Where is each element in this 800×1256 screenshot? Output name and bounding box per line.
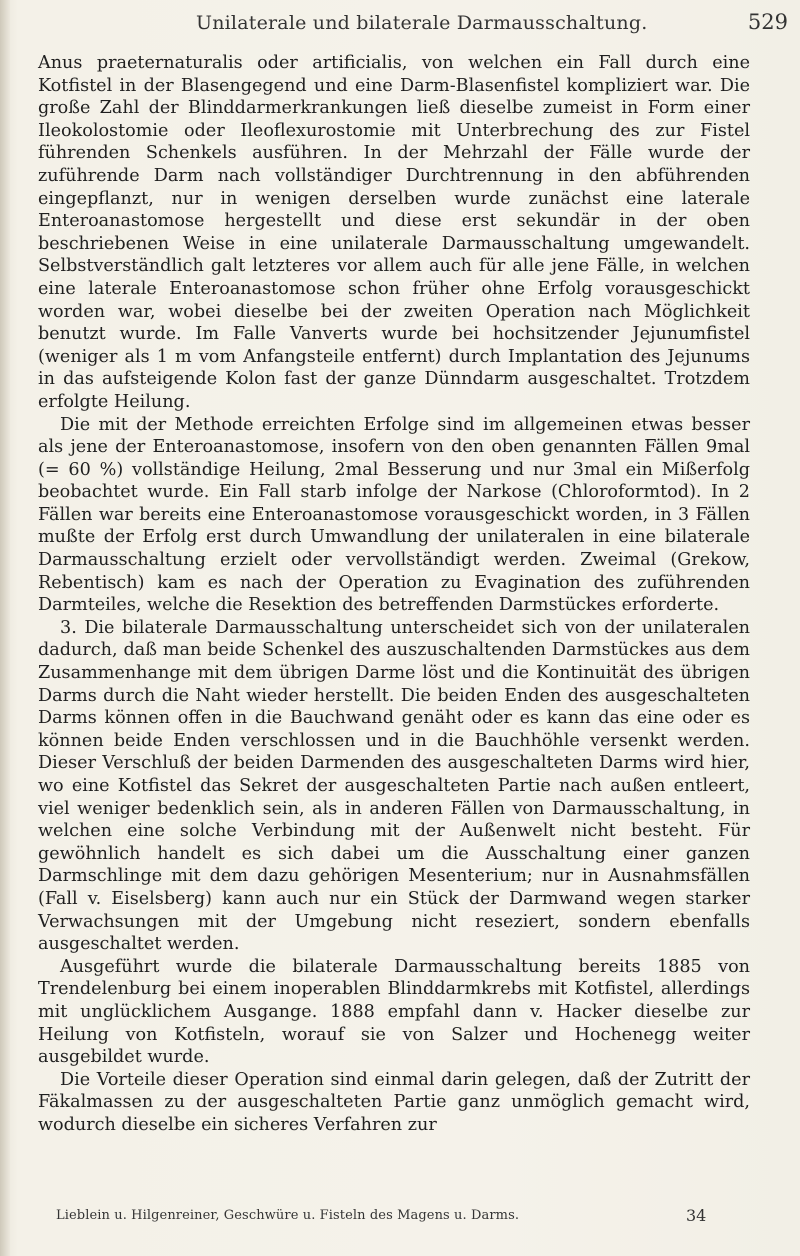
- paragraph-4: Ausgeführt wurde die bilaterale Darmausschaltung bereits 1885 von Trendelenburg bei einem inoperablen Blinddarmkrebs mit Kotfistel, allerdings mit unglücklichem Ausgange. 1888 empfahl dann v. Hacker dieselbe zur Heilung von Kotfisteln, worauf sie von Salzer und Hochenegg weiter ausgebildet wurde.: [38, 956, 750, 1068]
- footer-citation: Lieblein u. Hilgenreiner, Geschwüre u. Fisteln des Magens u. Darms.: [56, 1208, 520, 1223]
- running-head: Unilaterale und bilaterale Darmausschaltung.: [196, 12, 648, 34]
- paragraph-2: Die mit der Methode erreichten Erfolge sind im allgemeinen etwas besser als jene der Enteroanastomose, insofern von den oben genannten Fällen 9mal (= 60 %) vollständige Heilung, 2mal Besserung und nur 3mal ein Mißerfolg beobachtet wurde. Ein Fall starb infolge der Narkose (Chloroformtod). In 2 Fällen war bereits eine Enteroanastomose vorausgeschickt worden, in 3 Fällen mußte der Erfolg erst durch Umwandlung der unilateralen in eine bilaterale Darmausschaltung erzielt oder vervollständigt werden. Zweimal (Grekow, Rebentisch) kam es nach der Operation zu Evagination des zuführenden Darmteiles, welche die Resektion des betreffenden Darmstückes erforderte.: [38, 414, 750, 616]
- page-footer: [56, 1208, 736, 1232]
- body-text: [38, 52, 750, 1137]
- signature-mark: 34: [686, 1206, 707, 1225]
- page-binding-edge: [0, 0, 10, 1256]
- paragraph-5: Die Vorteile dieser Operation sind einmal darin gelegen, daß der Zutritt der Fäkalmassen zu der ausgeschalteten Partie ganz unmöglich gemacht wird, wodurch dieselbe ein sicheres Verfahren zur: [38, 1069, 750, 1135]
- paragraph-1: Anus praeternaturalis oder artificialis, von welchen ein Fall durch eine Kotfistel in der Blasengegend und eine Darm-Blasenfistel kompliziert war. Die große Zahl der Blinddarmerkrankungen ließ dieselbe zumeist in Form einer Ileokolostomie oder Ileoflexurostomie mit Unterbrechung des zur Fistel führenden Schenkels ausführen. In der Mehrzahl der Fälle wurde der zuführende Darm nach vollständiger Durchtrennung in den abführenden eingepflanzt, nur in wenigen derselben wurde zunächst eine laterale Enteroanastomose hergestellt und diese erst sekundär in der oben beschriebenen Weise in eine unilaterale Darmausschaltung umgewandelt. Selbstverständlich galt letzteres vor allem auch für alle jene Fälle, in welchen eine laterale Enteroanastomose schon früher ohne Erfolg vorausgeschickt worden war, wobei dieselbe bei der zweiten Operation nach Möglichkeit benutzt wurde. Im Falle Vanverts wurde bei hochsitzender Jejunumfistel (weniger als 1 m vom Anfangsteile entfernt) durch Implantation des Jejunums in das aufsteigende Kolon fast der ganze Dünndarm ausgeschaltet. Trotzdem erfolgte Heilung.: [38, 53, 750, 412]
- paragraph-3: 3. Die bilaterale Darmausschaltung unterscheidet sich von der unilateralen dadurch, daß man beide Schenkel des auszuschaltenden Darmstückes aus dem Zusammenhange mit dem übrigen Darme löst und die Kontinuität des übrigen Darms durch die Naht wieder herstellt. Die beiden Enden des ausgeschalteten Darms können offen in die Bauchwand genäht oder es kann das eine oder es können beide Enden verschlossen und in die Bauchhöhle versenkt werden. Dieser Verschluß der beiden Darmenden des ausgeschalteten Darms wird hier, wo eine Kotfistel das Sekret der ausgeschalteten Partie nach außen entleert, viel weniger bedenklich sein, als in anderen Fällen von Darmausschaltung, in welchen eine solche Verbindung mit der Außenwelt nicht besteht. Für gewöhnlich handelt es sich dabei um die Ausschaltung einer ganzen Darmschlinge mit dem dazu gehörigen Mesenterium; nur in Ausnahmsfällen (Fall v. Eiselsberg) kann auch nur ein Stück der Darmwand wegen starker Verwachsungen mit der Umgebung nicht reseziert, sondern ebenfalls ausgeschaltet werden.: [38, 617, 750, 955]
- page-number: 529: [747, 10, 788, 34]
- page-header: [196, 10, 788, 42]
